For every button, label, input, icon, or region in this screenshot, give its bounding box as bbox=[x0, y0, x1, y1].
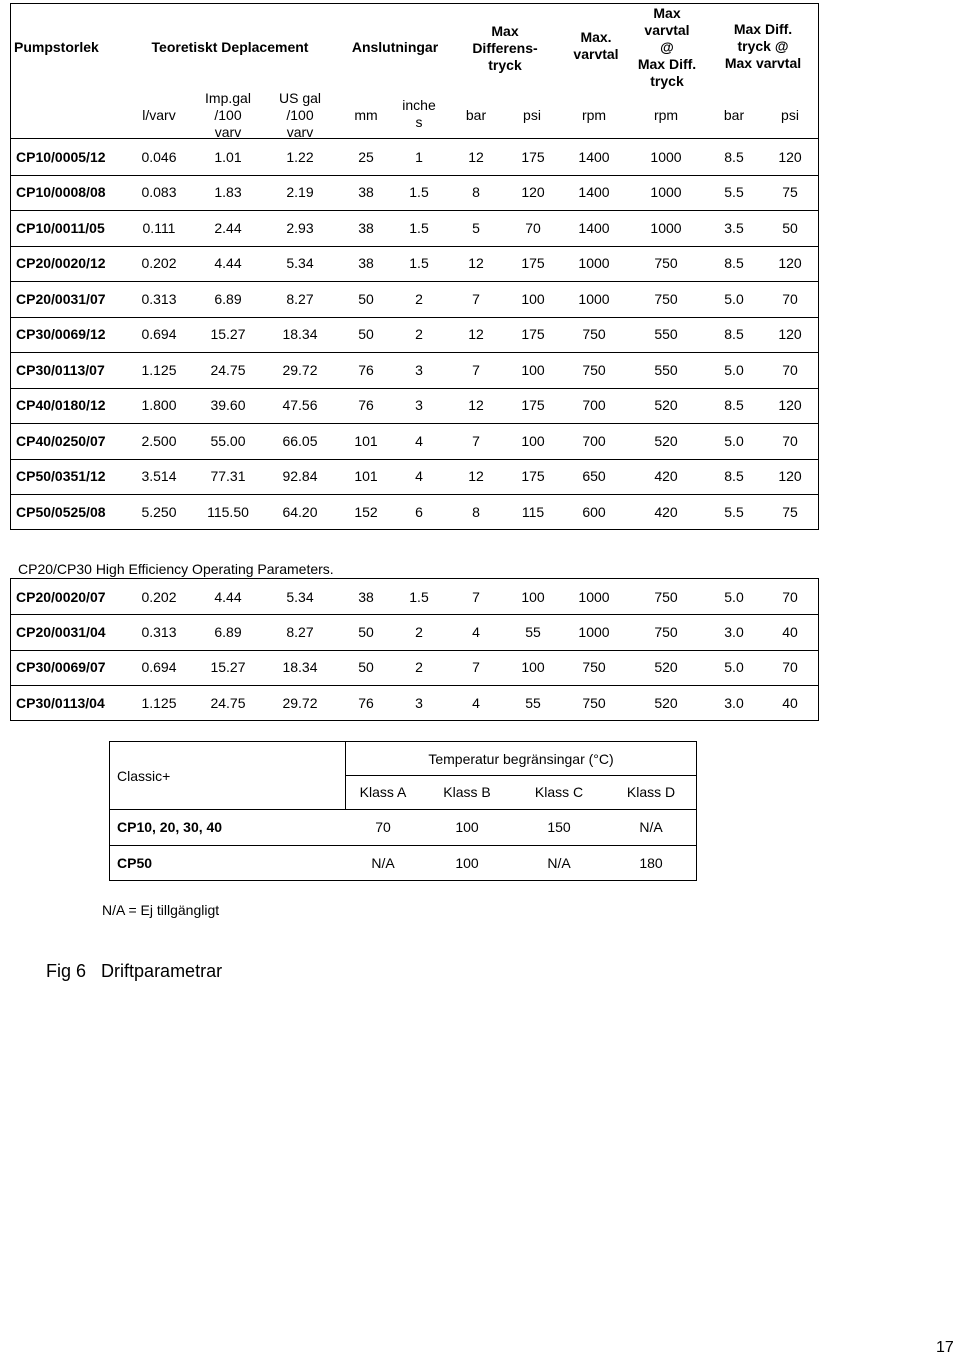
value-cell: 0.694 bbox=[141, 659, 177, 676]
temp-row-value: 180 bbox=[639, 854, 663, 871]
value-cell: 100 bbox=[521, 432, 545, 449]
temp-row-model: CP10, 20, 30, 40 bbox=[117, 819, 223, 835]
value-cell: 12 bbox=[468, 468, 484, 485]
value-cell: 750 bbox=[582, 659, 606, 676]
footnote: N/A = Ej tillgängligt bbox=[102, 902, 220, 918]
temp-header: Temperatur begränsingar (°C) bbox=[428, 750, 614, 767]
unit-mm: mm bbox=[354, 106, 378, 123]
value-cell: 12 bbox=[468, 326, 484, 343]
value-cell: 1.01 bbox=[214, 148, 242, 165]
value-cell: 5.34 bbox=[286, 255, 314, 272]
value-cell: 5.250 bbox=[141, 503, 177, 520]
unit-imp-gal: Imp.gal /100 varv bbox=[205, 89, 251, 140]
value-cell: 7 bbox=[472, 432, 480, 449]
value-cell: 24.75 bbox=[210, 694, 246, 711]
model-cell: CP20/0031/07 bbox=[16, 290, 106, 307]
model-cell: CP40/0180/12 bbox=[16, 397, 106, 414]
value-cell: 2 bbox=[415, 326, 423, 343]
unit-bar-2: bar bbox=[723, 106, 745, 123]
value-cell: 1000 bbox=[578, 623, 610, 640]
value-cell: 70 bbox=[782, 432, 798, 449]
value-cell: 0.083 bbox=[141, 184, 177, 201]
header-max-varvtal: Max. varvtal bbox=[573, 29, 619, 62]
value-cell: 50 bbox=[358, 290, 374, 307]
value-cell: 175 bbox=[521, 468, 545, 485]
header-max-diff: Max Differens- tryck bbox=[472, 22, 538, 73]
value-cell: 3.0 bbox=[724, 694, 744, 711]
model-cell: CP30/0069/12 bbox=[16, 326, 106, 343]
unit-inches: inche s bbox=[402, 97, 436, 130]
unit-psi-1: psi bbox=[523, 106, 541, 123]
value-cell: 75 bbox=[782, 503, 798, 520]
value-cell: 70 bbox=[782, 361, 798, 378]
value-cell: 1.5 bbox=[409, 219, 429, 236]
value-cell: 1400 bbox=[578, 219, 610, 236]
value-cell: 55.00 bbox=[210, 432, 246, 449]
model-cell: CP30/0113/07 bbox=[16, 361, 105, 378]
value-cell: 5.0 bbox=[724, 588, 744, 605]
value-cell: 1.83 bbox=[214, 184, 242, 201]
value-cell: 50 bbox=[358, 659, 374, 676]
value-cell: 1000 bbox=[650, 219, 682, 236]
header-max-varvtal-at-diff: Max varvtal @ Max Diff. tryck bbox=[637, 4, 697, 89]
model-cell: CP30/0069/07 bbox=[16, 659, 106, 676]
value-cell: 38 bbox=[358, 184, 374, 201]
value-cell: 1000 bbox=[578, 255, 610, 272]
value-cell: 55 bbox=[525, 694, 541, 711]
value-cell: 39.60 bbox=[210, 397, 246, 414]
value-cell: 50 bbox=[358, 326, 374, 343]
value-cell: 70 bbox=[782, 290, 798, 307]
value-cell: 70 bbox=[782, 588, 798, 605]
value-cell: 92.84 bbox=[282, 468, 318, 485]
value-cell: 101 bbox=[354, 468, 378, 485]
unit-rpm-2: rpm bbox=[653, 106, 679, 123]
value-cell: 2.44 bbox=[214, 219, 242, 236]
value-cell: 5.34 bbox=[286, 588, 314, 605]
unit-l-varv: l/varv bbox=[142, 106, 176, 123]
value-cell: 520 bbox=[654, 432, 678, 449]
value-cell: 1000 bbox=[578, 588, 610, 605]
value-cell: 750 bbox=[582, 326, 606, 343]
unit-psi-2: psi bbox=[781, 106, 799, 123]
value-cell: 175 bbox=[521, 397, 545, 414]
temp-row-value: N/A bbox=[547, 854, 571, 871]
value-cell: 1400 bbox=[578, 148, 610, 165]
value-cell: 700 bbox=[582, 432, 606, 449]
value-cell: 76 bbox=[358, 361, 374, 378]
value-cell: 1.125 bbox=[141, 694, 177, 711]
value-cell: 7 bbox=[472, 659, 480, 676]
value-cell: 2 bbox=[415, 659, 423, 676]
value-cell: 4 bbox=[415, 432, 423, 449]
header-max-diff-at-varvtal: Max Diff. tryck @ Max varvtal bbox=[724, 20, 802, 71]
model-cell: CP50/0351/12 bbox=[16, 468, 106, 485]
value-cell: 3 bbox=[415, 694, 423, 711]
value-cell: 520 bbox=[654, 694, 678, 711]
temp-row-value: 100 bbox=[455, 854, 479, 871]
value-cell: 25 bbox=[358, 148, 374, 165]
value-cell: 77.31 bbox=[210, 468, 246, 485]
figure-caption bbox=[46, 961, 222, 982]
value-cell: 29.72 bbox=[282, 361, 318, 378]
class-a-label: Klass A bbox=[359, 784, 407, 800]
value-cell: 8.27 bbox=[286, 290, 314, 307]
high-efficiency-table bbox=[0, 578, 960, 722]
temp-row-value: 100 bbox=[455, 819, 479, 835]
value-cell: 8 bbox=[472, 503, 480, 520]
value-cell: 50 bbox=[358, 623, 374, 640]
value-cell: 3 bbox=[415, 361, 423, 378]
class-c-label: Klass C bbox=[534, 784, 584, 800]
value-cell: 70 bbox=[525, 219, 541, 236]
value-cell: 3 bbox=[415, 397, 423, 414]
value-cell: 7 bbox=[472, 290, 480, 307]
temp-row-model: CP50 bbox=[117, 854, 153, 871]
value-cell: 1.22 bbox=[286, 148, 314, 165]
value-cell: 1 bbox=[415, 148, 423, 165]
value-cell: 4.44 bbox=[214, 588, 242, 605]
value-cell: 38 bbox=[358, 588, 374, 605]
value-cell: 1000 bbox=[578, 290, 610, 307]
unit-us-gal: US gal /100 varv bbox=[278, 89, 322, 140]
value-cell: 8.5 bbox=[724, 397, 744, 414]
value-cell: 100 bbox=[521, 659, 545, 676]
value-cell: 2.19 bbox=[286, 184, 314, 201]
value-cell: 47.56 bbox=[282, 397, 318, 414]
value-cell: 1.5 bbox=[409, 184, 429, 201]
value-cell: 75 bbox=[782, 184, 798, 201]
value-cell: 5.0 bbox=[724, 290, 744, 307]
value-cell: 55 bbox=[525, 623, 541, 640]
figure-label: Fig 6 bbox=[46, 961, 87, 981]
value-cell: 8.5 bbox=[724, 148, 744, 165]
value-cell: 7 bbox=[472, 361, 480, 378]
value-cell: 750 bbox=[654, 588, 678, 605]
value-cell: 520 bbox=[654, 397, 678, 414]
value-cell: 175 bbox=[521, 326, 545, 343]
temp-corner-label: Classic+ bbox=[117, 767, 171, 784]
value-cell: 550 bbox=[654, 326, 678, 343]
value-cell: 6 bbox=[415, 503, 423, 520]
model-cell: CP30/0113/04 bbox=[16, 694, 105, 711]
value-cell: 420 bbox=[654, 503, 678, 520]
value-cell: 8.5 bbox=[724, 468, 744, 485]
model-cell: CP10/0008/08 bbox=[16, 184, 106, 201]
temperature-table bbox=[109, 741, 697, 881]
value-cell: 8.5 bbox=[724, 255, 744, 272]
value-cell: 0.111 bbox=[142, 219, 176, 236]
value-cell: 40 bbox=[782, 694, 798, 711]
value-cell: 70 bbox=[782, 659, 798, 676]
value-cell: 24.75 bbox=[210, 361, 246, 378]
unit-rpm-1: rpm bbox=[581, 106, 607, 123]
value-cell: 38 bbox=[358, 219, 374, 236]
value-cell: 120 bbox=[521, 184, 545, 201]
value-cell: 152 bbox=[354, 503, 378, 520]
value-cell: 120 bbox=[778, 468, 802, 485]
value-cell: 1.5 bbox=[409, 255, 429, 272]
class-d-label: Klass D bbox=[626, 784, 676, 800]
value-cell: 8 bbox=[472, 184, 480, 201]
page-number: 17 bbox=[936, 1339, 954, 1356]
value-cell: 50 bbox=[782, 219, 798, 236]
value-cell: 100 bbox=[521, 361, 545, 378]
value-cell: 8.27 bbox=[286, 623, 314, 640]
value-cell: 3.0 bbox=[724, 623, 744, 640]
value-cell: 8.5 bbox=[724, 326, 744, 343]
value-cell: 5.5 bbox=[724, 184, 744, 201]
value-cell: 2 bbox=[415, 290, 423, 307]
value-cell: 64.20 bbox=[282, 503, 318, 520]
value-cell: 5 bbox=[472, 219, 480, 236]
class-b-label: Klass B bbox=[443, 784, 491, 800]
value-cell: 5.0 bbox=[724, 432, 744, 449]
value-cell: 1000 bbox=[650, 148, 682, 165]
value-cell: 12 bbox=[468, 255, 484, 272]
value-cell: 5.5 bbox=[724, 503, 744, 520]
value-cell: 3.5 bbox=[724, 219, 744, 236]
value-cell: 2.500 bbox=[141, 432, 177, 449]
value-cell: 40 bbox=[782, 623, 798, 640]
value-cell: 76 bbox=[358, 694, 374, 711]
value-cell: 5.0 bbox=[724, 361, 744, 378]
value-cell: 0.313 bbox=[141, 290, 177, 307]
model-cell: CP50/0525/08 bbox=[16, 503, 106, 520]
model-cell: CP20/0020/07 bbox=[16, 588, 106, 605]
value-cell: 175 bbox=[521, 148, 545, 165]
value-cell: 38 bbox=[358, 255, 374, 272]
value-cell: 1400 bbox=[578, 184, 610, 201]
temp-row-value: N/A bbox=[639, 819, 663, 835]
header-pumpstorlek: Pumpstorlek bbox=[14, 38, 99, 55]
value-cell: 750 bbox=[582, 694, 606, 711]
model-cell: CP20/0020/12 bbox=[16, 255, 106, 272]
value-cell: 7 bbox=[472, 588, 480, 605]
value-cell: 12 bbox=[468, 397, 484, 414]
model-cell: CP20/0031/04 bbox=[16, 623, 106, 640]
value-cell: 750 bbox=[654, 255, 678, 272]
value-cell: 0.202 bbox=[141, 588, 177, 605]
value-cell: 700 bbox=[582, 397, 606, 414]
value-cell: 6.89 bbox=[214, 623, 242, 640]
value-cell: 2 bbox=[415, 623, 423, 640]
value-cell: 0.694 bbox=[141, 326, 177, 343]
value-cell: 600 bbox=[582, 503, 606, 520]
value-cell: 120 bbox=[778, 148, 802, 165]
value-cell: 120 bbox=[778, 326, 802, 343]
he-table-title: CP20/CP30 High Efficiency Operating Parameters. bbox=[18, 561, 334, 577]
value-cell: 100 bbox=[521, 588, 545, 605]
value-cell: 1.800 bbox=[141, 397, 177, 414]
header-anslutningar: Anslutningar bbox=[351, 38, 439, 55]
value-cell: 0.313 bbox=[141, 623, 177, 640]
value-cell: 2.93 bbox=[286, 219, 314, 236]
model-cell: CP40/0250/07 bbox=[16, 432, 106, 449]
value-cell: 101 bbox=[354, 432, 378, 449]
value-cell: 1.5 bbox=[409, 588, 429, 605]
value-cell: 100 bbox=[521, 290, 545, 307]
value-cell: 550 bbox=[654, 361, 678, 378]
value-cell: 4.44 bbox=[214, 255, 242, 272]
value-cell: 115 bbox=[521, 503, 545, 520]
value-cell: 420 bbox=[654, 468, 678, 485]
value-cell: 175 bbox=[521, 255, 545, 272]
value-cell: 15.27 bbox=[210, 659, 246, 676]
value-cell: 0.202 bbox=[141, 255, 177, 272]
value-cell: 29.72 bbox=[282, 694, 318, 711]
figure-title: Driftparametrar bbox=[101, 961, 223, 981]
model-cell: CP10/0011/05 bbox=[16, 219, 105, 236]
value-cell: 120 bbox=[778, 397, 802, 414]
value-cell: 18.34 bbox=[282, 326, 318, 343]
value-cell: 4 bbox=[415, 468, 423, 485]
value-cell: 3.514 bbox=[141, 468, 177, 485]
value-cell: 18.34 bbox=[282, 659, 318, 676]
temp-row-value: 70 bbox=[375, 819, 391, 835]
value-cell: 520 bbox=[654, 659, 678, 676]
value-cell: 6.89 bbox=[214, 290, 242, 307]
header-deplacement: Teoretiskt Deplacement bbox=[151, 38, 309, 55]
value-cell: 66.05 bbox=[282, 432, 318, 449]
value-cell: 0.046 bbox=[141, 148, 177, 165]
temp-row-value: 150 bbox=[547, 819, 571, 835]
value-cell: 4 bbox=[472, 623, 480, 640]
value-cell: 115.50 bbox=[207, 503, 249, 520]
temp-row-value: N/A bbox=[371, 854, 395, 871]
value-cell: 15.27 bbox=[210, 326, 246, 343]
value-cell: 1.125 bbox=[141, 361, 177, 378]
value-cell: 650 bbox=[582, 468, 606, 485]
value-cell: 120 bbox=[778, 255, 802, 272]
unit-bar-1: bar bbox=[465, 106, 487, 123]
value-cell: 750 bbox=[582, 361, 606, 378]
value-cell: 5.0 bbox=[724, 659, 744, 676]
value-cell: 76 bbox=[358, 397, 374, 414]
value-cell: 750 bbox=[654, 623, 678, 640]
value-cell: 1000 bbox=[650, 184, 682, 201]
value-cell: 12 bbox=[468, 148, 484, 165]
value-cell: 750 bbox=[654, 290, 678, 307]
model-cell: CP10/0005/12 bbox=[16, 148, 106, 165]
value-cell: 4 bbox=[472, 694, 480, 711]
main-parameter-table bbox=[0, 0, 960, 530]
